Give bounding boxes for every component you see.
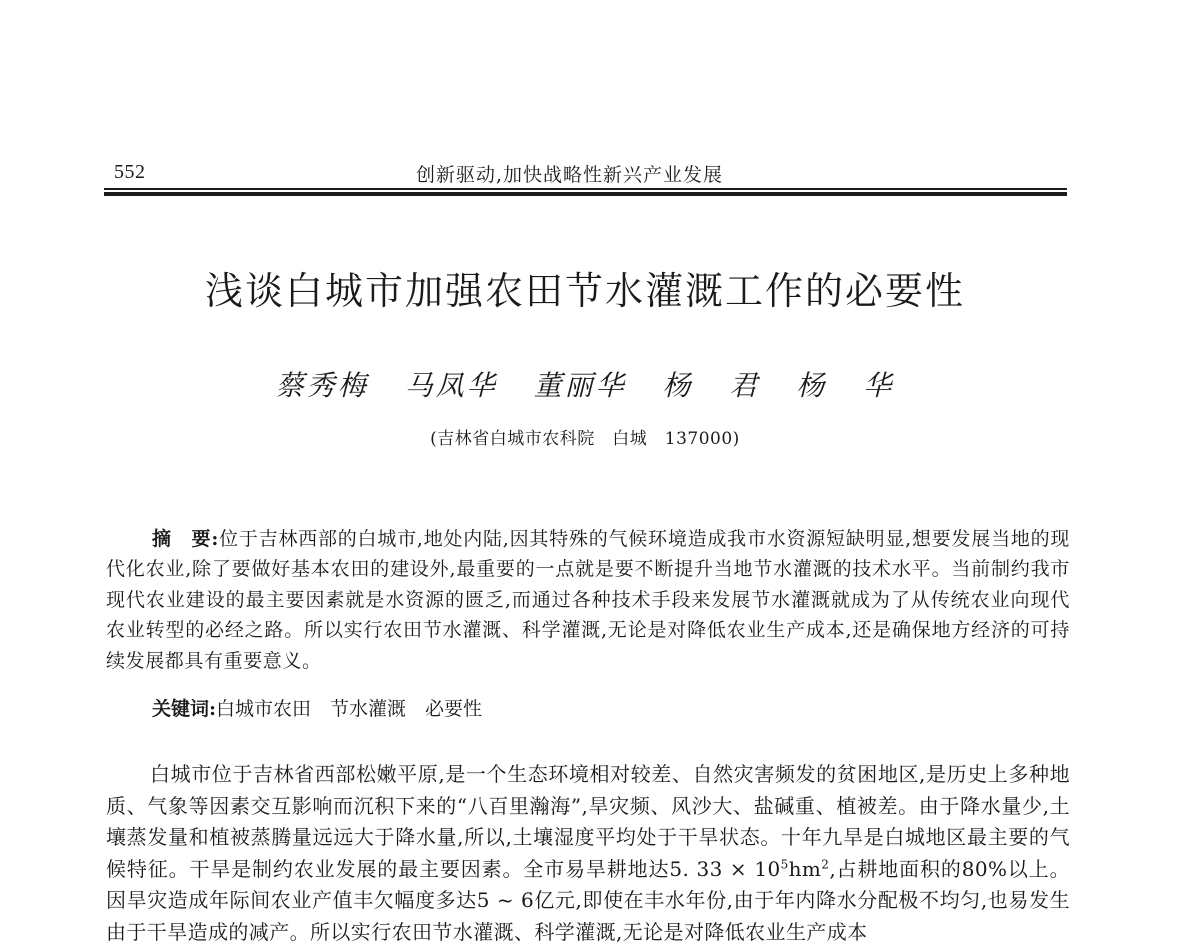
keywords [152, 694, 1052, 721]
body-text-end: ,占耕地面积的80%以上。因旱灾造成年际间农业产值丰欠幅度多达5 ~ 6亿元,即使在丰水年份,由于年内降水分配极不均匀,也易发生由于干旱造成的减产。所以实行农田节水灌溉、科学灌溉,无论是对降低农业生产成本 [106, 856, 1070, 944]
keywords-label: 关键词: [152, 698, 217, 720]
area-exponent: 5 [780, 856, 789, 871]
area-unit: hm [788, 856, 822, 881]
article-title: 浅谈白城市加强农田节水灌溉工作的必要性 [204, 269, 965, 313]
author-affiliation: (吉林省白城市农科院 白城 137000) [430, 429, 740, 449]
abstract-label: 摘 要: [152, 528, 219, 550]
page-number: 552 [114, 161, 146, 183]
abstract [106, 524, 1070, 676]
header-rule-thick [104, 192, 1067, 196]
unit-exponent: 2 [821, 856, 830, 871]
body-paragraph [106, 759, 1070, 948]
body-text-start: 白城市位于吉林省西部松嫩平原,是一个生态环境相对较差、自然灾害频发的贫困地区,是历史上多种地质、气象等因素交互影响而沉积下来的“八百里瀚海”,旱灾频、风沙大、盐碱重、植被差。由于降水量少,土壤蒸发量和植被蒸腾量远远大于降水量,所以,土壤湿度平均处于干旱状态。十年九旱是白城地区最主要的气候特征。干旱是制约农业发展的最主要因素。全市易旱耕地达5. 33 × 10 [106, 762, 1070, 881]
author-list: 蔡秀梅 马凤华 董丽华 杨 君 杨 华 [275, 369, 895, 402]
abstract-text: 位于吉林西部的白城市,地处内陆,因其特殊的气候环境造成我市水资源短缺明显,想要发展当地的现代化农业,除了要做好基本农田的建设外,最重要的一点就是要不断提升当地节水灌溉的技术水平。当前制约我市现代农业建设的最主要因素就是水资源的匮乏,而通过各种技术手段来发展节水灌溉就成为了从传统农业向现代农业转型的必经之路。所以实行农田节水灌溉、科学灌溉,无论是对降低农业生产成本,还是确保地方经济的可持续发展都具有重要意义。 [106, 528, 1070, 672]
keywords-text: 白城市农田 节水灌溉 必要性 [216, 698, 483, 720]
header-rule-thin [104, 188, 1067, 190]
running-header-title: 创新驱动,加快战略性新兴产业发展 [416, 164, 724, 186]
